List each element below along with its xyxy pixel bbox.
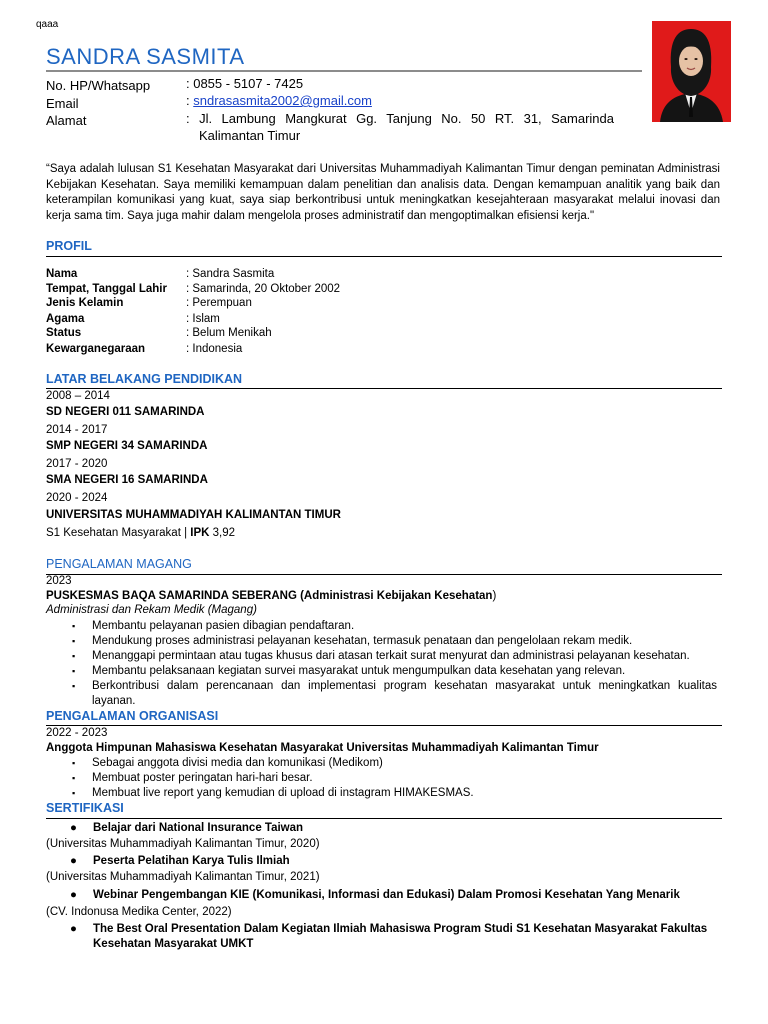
education-years: 2014 - 2017 <box>46 424 108 436</box>
list-item-text: Membantu pelayanan pasien dibagian pendaftaran. <box>92 620 355 632</box>
round-bullet-icon: ● <box>70 855 77 867</box>
list-item <box>72 786 717 801</box>
section-divider <box>46 818 722 819</box>
summary-paragraph: “Saya adalah lulusan S1 Kesehatan Masyarakat dari Universitas Muhammadiyah Kalimantan Timur dengan peminatan Administrasi Kebijakan Kesehatan. Saya memiliki kemampuan dalam penelitian dan analisis data. Dengan kemampuan analitik yang baik dan keterampilan komunikasi yang kuat, saya siap berkontribusi untuk meningkatkan kesejahteraan masyarakat melalui inovasi dan kerja sama tim. Saya juga mahir dalam mengelola proses administratif dan mengoptimalkan efisiensi kerja." <box>46 163 720 222</box>
contact-address-label: Alamat <box>46 113 87 128</box>
list-item <box>72 619 717 634</box>
square-bullet-icon: ▪ <box>72 788 76 798</box>
section-divider <box>46 574 722 575</box>
contact-phone-value: : 0855 - 5107 - 7425 <box>186 76 304 91</box>
internship-role: Administrasi dan Rekam Medik (Magang) <box>46 604 257 616</box>
profile-label: Kewarganegaraan <box>46 343 146 355</box>
section-title-organization: PENGALAMAN ORGANISASI <box>46 709 219 723</box>
round-bullet-icon: ● <box>70 822 77 834</box>
square-bullet-icon: ▪ <box>72 773 76 783</box>
section-title-certifications: SERTIFIKASI <box>46 801 124 815</box>
list-item <box>72 664 717 679</box>
certification-org: (CV. Indonusa Medika Center, 2022) <box>46 906 232 918</box>
square-bullet-icon: ▪ <box>72 681 76 691</box>
email-link[interactable]: sndrasasmita2002@gmail.com <box>193 93 372 108</box>
certification-item <box>70 821 720 836</box>
section-title-profile: PROFIL <box>46 239 92 253</box>
section-title-internship: PENGALAMAN MAGANG <box>46 557 192 571</box>
page-title: SANDRA SASMITA <box>46 44 245 69</box>
list-item <box>72 771 717 786</box>
list-item-text: Membuat poster peringatan hari-hari besar. <box>92 772 313 784</box>
profile-label: Jenis Kelamin <box>46 297 124 309</box>
education-school: UNIVERSITAS MUHAMMADIYAH KALIMANTAN TIMUR <box>46 509 341 521</box>
list-item <box>72 679 717 709</box>
organization-name: Anggota Himpunan Mahasiswa Kesehatan Masyarakat Universitas Muhammadiyah Kalimantan Timur <box>46 742 599 754</box>
gpa-label: IPK <box>190 527 210 539</box>
round-bullet-icon: ● <box>70 923 77 935</box>
degree-text: S1 Kesehatan Masyarakat | <box>46 527 191 539</box>
gpa-value: 3,92 <box>209 527 236 539</box>
contact-address-value-line2: Kalimantan Timur <box>199 128 301 143</box>
education-years: 2020 - 2024 <box>46 492 108 504</box>
list-item-text: Mendukung proses administrasi pelayanan kesehatan, termasuk penataan dan pengelolaan rekam medik. <box>92 635 633 647</box>
section-title-education: LATAR BELAKANG PENDIDIKAN <box>46 372 243 386</box>
list-item-text: Membuat live report yang kemudian di upload di instagram HIMAKESMAS. <box>92 787 474 799</box>
corner-text: qaaa <box>36 19 59 30</box>
square-bullet-icon: ▪ <box>72 758 76 768</box>
certification-name: Belajar dari National Insurance Taiwan <box>93 822 304 834</box>
profile-label: Status <box>46 327 82 339</box>
internship-duties <box>72 619 717 709</box>
certification-org: (Universitas Muhammadiyah Kalimantan Timur, 2020) <box>46 838 320 850</box>
education-degree <box>46 527 235 539</box>
profile-value: : Indonesia <box>186 343 243 355</box>
section-divider <box>46 256 722 257</box>
square-bullet-icon: ▪ <box>72 651 76 661</box>
list-item-text: Menanggapi permintaan atau tugas khusus dari atasan terkait surat menyurat dan administrasi pelayanan kesehatan. <box>92 650 690 662</box>
internship-place-end: ) <box>492 590 497 602</box>
profile-label: Tempat, Tanggal Lahir <box>46 283 167 295</box>
certification-item <box>70 888 720 903</box>
certification-item <box>70 922 720 952</box>
profile-label: Nama <box>46 268 78 280</box>
certification-name: The Best Oral Presentation Dalam Kegiatan Ilmiah Mahasiswa Program Studi S1 Kesehatan Masyarakat Fakultas Kesehatan Masyarakat UMKT <box>93 923 708 950</box>
profile-value: : Sandra Sasmita <box>186 268 275 280</box>
profile-value: : Perempuan <box>186 297 252 309</box>
contact-email-label: Email <box>46 96 79 111</box>
profile-value: : Islam <box>186 313 220 325</box>
list-item <box>72 649 717 664</box>
organization-years: 2022 - 2023 <box>46 727 108 739</box>
education-school: SD NEGERI 011 SAMARINDA <box>46 406 205 418</box>
square-bullet-icon: ▪ <box>72 621 76 631</box>
education-years: 2017 - 2020 <box>46 458 108 470</box>
contact-email-colon: : <box>186 93 194 108</box>
certification-name: Peserta Pelatihan Karya Tulis Ilmiah <box>93 855 290 867</box>
education-school: SMA NEGERI 16 SAMARINDA <box>46 474 208 486</box>
contact-address-value: : Jl. Lambung Mangkurat Gg. Tanjung No. 50 RT. 31, Samarinda <box>186 111 614 126</box>
certification-org: (Universitas Muhammadiyah Kalimantan Timur, 2021) <box>46 871 320 883</box>
list-item-text: Membantu pelaksanaan kegiatan survei masyarakat untuk mengumpulkan data kesehatan yang relevan. <box>92 665 626 677</box>
square-bullet-icon: ▪ <box>72 666 76 676</box>
contact-phone-label: No. HP/Whatsapp <box>46 78 151 93</box>
internship-year: 2023 <box>46 575 72 587</box>
list-item <box>72 634 717 649</box>
round-bullet-icon: ● <box>70 889 77 901</box>
list-item-text: Berkontribusi dalam perencanaan dan implementasi program kesehatan masyarakat untuk meningkatkan kualitas layanan. <box>92 680 717 707</box>
internship-place-name: PUSKESMAS BAQA SAMARINDA SEBERANG (Administrasi Kebijakan Kesehatan <box>46 590 493 602</box>
section-divider <box>46 725 722 726</box>
organization-duties <box>72 756 717 801</box>
certification-name: Webinar Pengembangan KIE (Komunikasi, Informasi dan Edukasi) Dalam Promosi Kesehatan Yang Menarik <box>93 889 680 901</box>
profile-label: Agama <box>46 313 85 325</box>
profile-photo <box>652 21 731 122</box>
certification-item <box>70 854 720 869</box>
profile-value: : Belum Menikah <box>186 327 272 339</box>
title-divider <box>46 70 642 72</box>
education-years: 2008 – 2014 <box>46 390 110 402</box>
section-divider <box>46 388 722 389</box>
square-bullet-icon: ▪ <box>72 636 76 646</box>
list-item <box>72 756 717 771</box>
internship-place <box>46 590 496 602</box>
education-school: SMP NEGERI 34 SAMARINDA <box>46 440 208 452</box>
profile-value: : Samarinda, 20 Oktober 2002 <box>186 283 341 295</box>
list-item-text: Sebagai anggota divisi media dan komunikasi (Medikom) <box>92 757 383 769</box>
